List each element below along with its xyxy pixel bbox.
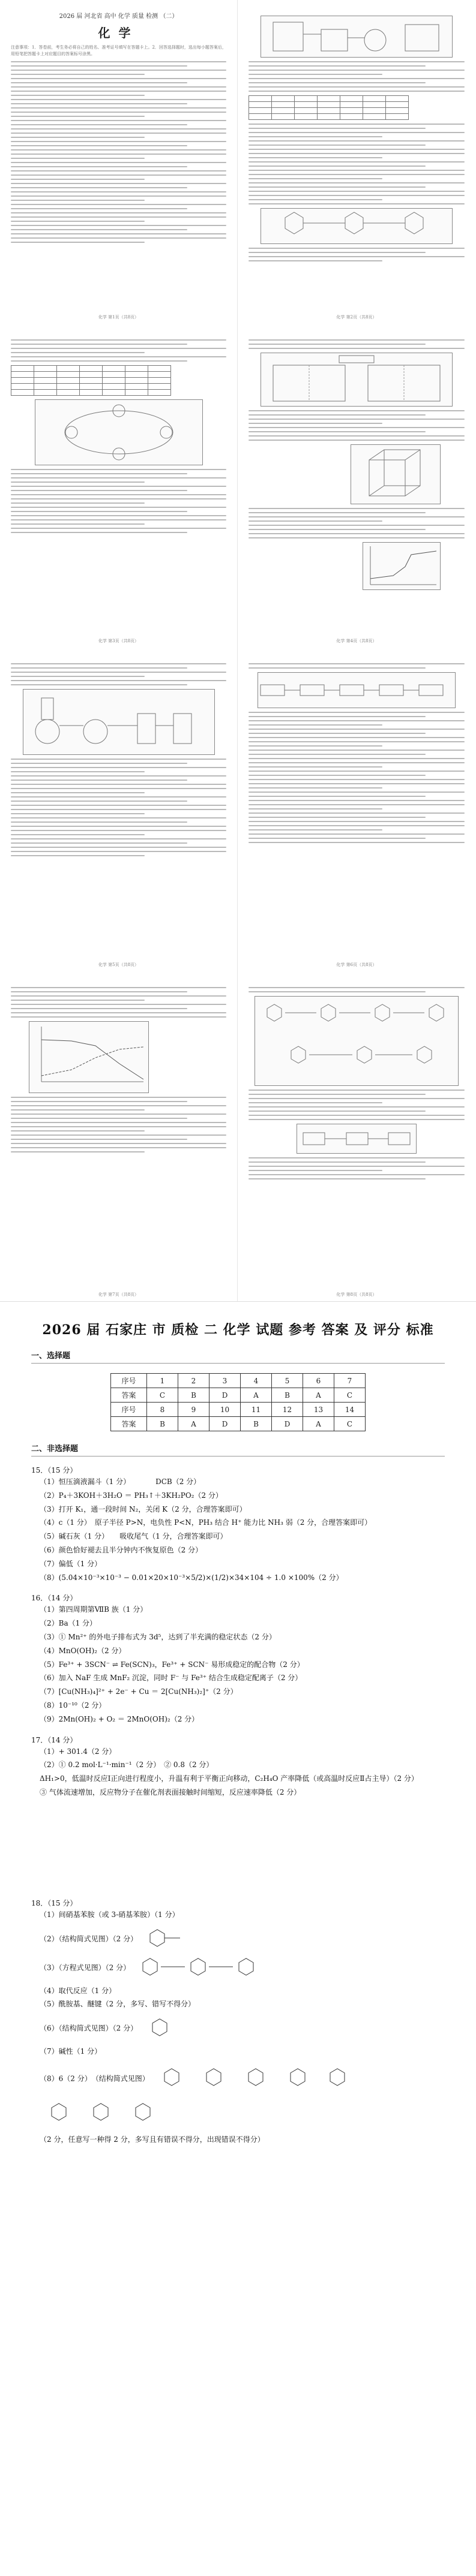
exam-header: 2026 届 河北省 高中 化学 质量 检测 （二）	[59, 13, 178, 20]
answer-line: ③ 气体流速增加，反应物分子在催化剂表面接触时间缩短，反应速率降低（2 分）	[40, 1787, 301, 1796]
answer-line: （4）取代反应（1 分）	[40, 1986, 116, 1995]
structure-row: （8）6（2 分） （结构简式见图）	[40, 2063, 445, 2093]
answer-line: （2）① 0.2 mol·L⁻¹·min⁻¹（2 分） ② 0.8（2 分）	[40, 1761, 214, 1770]
answer-line: （9）2Mn(OH)₂ + O₂ ＝ 2MnO(OH)₂（2 分）	[40, 1714, 199, 1723]
exam-page-4	[238, 324, 475, 648]
exam-page-6	[238, 648, 475, 971]
exam-spread-3	[0, 648, 476, 971]
answer-key-title: 2026 届 石家庄 市 质检 二 化学 试题 参考 答案 及 评分 标准	[42, 1322, 434, 1338]
table-row: 序号 1 2 3 4 5 6 7	[111, 1374, 366, 1388]
answer-line: （2）P₄＋3KOH＋3H₂O ＝ PH₃↑＋3KH₂PO₂（2 分）	[40, 1491, 223, 1500]
process-flow-figure	[258, 672, 456, 708]
exam-table	[11, 365, 171, 396]
answer-line: （3）打开 K₁，通一段时间 N₂，关闭 K（2 分，合理答案即可）	[40, 1504, 247, 1513]
titration-graph	[363, 542, 441, 590]
answer-line: （7）[Cu(NH₃)₄]²⁺ + 2e⁻ + Cu ＝ 2[Cu(NH₃)₂]⁺（2 分）	[40, 1687, 238, 1696]
answer-line: （5）碱石灰（1 分） 吸收尾气（1 分，合理答案即可）	[40, 1532, 227, 1541]
mc-answer-table	[110, 1373, 366, 1431]
exam-text-block	[11, 61, 226, 243]
isomer-structures-icon	[43, 2098, 163, 2128]
answer-line: （2 分，任意写一种得 2 分，多写且有错误不得分，出现错误不得分）	[40, 2135, 265, 2144]
answer-line: （5）酰胺基、醚键（2 分，多写、错写不得分）	[40, 2000, 196, 2009]
exam-title: 化学	[98, 26, 139, 40]
page-footer: 化学 第6页（共8页）	[336, 962, 377, 967]
page-footer: 化学 第4页（共8页）	[336, 639, 377, 643]
exam-table	[249, 95, 409, 120]
reaction-box-figure	[297, 1124, 417, 1154]
q16-heading: 16．（14 分）	[31, 1594, 77, 1603]
exam-instructions: 注意事项：1．答卷前，考生务必将自己的姓名、准考证号填写在答题卡上。2．回答选择题时，选出每小题答案后，用铅笔把答题卡上对应题目的答案标号涂黑。	[11, 45, 226, 56]
structure-figure	[261, 208, 453, 244]
table-row: 答案 C B D A B A C	[111, 1388, 366, 1403]
answer-line: （1）+ 301.4（2 分）	[40, 1747, 116, 1756]
structure-row	[40, 2098, 445, 2128]
answer-line: （2）Ba（1 分）	[40, 1619, 97, 1628]
answer-line: （7）碱性（1 分）	[40, 2047, 102, 2056]
answer-line: （7）偏低（1 分）	[40, 1559, 102, 1568]
answer-line: （8）10⁻¹⁰（2 分）	[40, 1701, 106, 1710]
answer-line: ΔH₁>0，低温时反应Ⅰ正向进行程度小，升温有利于平衡正向移动，C₂H₄O 产率降低（或高温时反应Ⅱ占主导）（2 分）	[40, 1774, 418, 1783]
exam-page-1	[0, 0, 238, 324]
structure-row: （2）（结构简式见图）（2 分）	[40, 1927, 445, 1951]
exam-page-2	[238, 0, 475, 324]
structure-row: （6）（结构简式见图）（2 分）	[40, 2016, 445, 2040]
exam-spread-4	[0, 971, 476, 1301]
answer-line: （8）(5.04×10⁻³×10⁻³ − 0.01×20×10⁻³×5/2)×(1/2)×34×104 ÷ 1.0 ×100%（2 分）	[40, 1573, 343, 1582]
page-footer: 化学 第2页（共8页）	[336, 315, 377, 320]
isomer-structures-icon	[156, 2063, 348, 2093]
crystal-cell-figure	[351, 444, 441, 504]
apparatus-figure	[261, 16, 453, 58]
exam-page-7	[0, 971, 238, 1301]
answer-line: （5）Fe³⁺ + 3SCN⁻ ⇌ Fe(SCN)₃，Fe³⁺ + SCN⁻ 易形成稳定的配合物（2 分）	[40, 1660, 304, 1669]
table-row: 答案 B A D B D A C	[111, 1417, 366, 1431]
reaction-equation-icon	[137, 1955, 281, 1979]
answer-line: （4）MnO(OH)₂（2 分）	[40, 1646, 126, 1655]
section-choice-title: 一、选择题	[31, 1352, 71, 1361]
q18-heading: 18．（15 分）	[31, 1898, 77, 1907]
exam-page-5	[0, 648, 238, 971]
cycle-diagram	[35, 399, 203, 465]
table-row: 序号 8 9 10 11 12 13 14	[111, 1403, 366, 1417]
page-footer: 化学 第1页（共8页）	[98, 315, 139, 320]
electrolysis-figure	[261, 353, 453, 407]
section-free-response-title: 二、非选择题	[31, 1445, 79, 1453]
page-footer: 化学 第8页（共8页）	[336, 1292, 377, 1297]
answer-line: （1）恒压滴液漏斗（1 分） DCB（2 分）	[40, 1477, 201, 1486]
answer-line: （6）颜色恰好褪去且半分钟内不恢复原色（2 分）	[40, 1545, 203, 1554]
q15-heading: 15．（15 分）	[31, 1466, 77, 1474]
answer-line: （6）加入 NaF 生成 MnF₂ 沉淀，同时 F⁻ 与 Fe³⁺ 结合生成稳定配离子（2 分）	[40, 1674, 303, 1683]
kinetics-graph	[29, 1021, 149, 1093]
exam-spread-1	[0, 0, 476, 324]
page-footer: 化学 第7页（共8页）	[98, 1292, 139, 1297]
exam-page-8	[238, 971, 475, 1301]
answer-key	[0, 1301, 476, 2576]
answer-line: （1）间硝基苯胺（或 3-硝基苯胺）（1 分）	[40, 1910, 179, 1919]
benzene-structure-icon	[144, 1927, 186, 1951]
answer-line: （3）① Mn²⁺ 的外电子排布式为 3d⁵，达到了半充满的稳定状态（2 分）	[40, 1632, 276, 1641]
exam-spread-2	[0, 324, 476, 648]
exam-page-3	[0, 324, 238, 648]
lab-apparatus-figure	[23, 689, 215, 755]
structure-row: （3）（方程式见图）（2 分）	[40, 1955, 445, 1979]
page-footer: 化学 第5页（共8页）	[98, 962, 139, 967]
answer-line: （4）c（1 分） 原子半径 P>N，电负性 P<N，PH₃ 结合 H⁺ 能力比 NH₃ 弱（2 分，合理答案即可）	[40, 1518, 372, 1527]
synthesis-route-figure	[255, 996, 459, 1086]
page-footer: 化学 第3页（共8页）	[98, 639, 139, 643]
q17-heading: 17．（14 分）	[31, 1735, 77, 1744]
answer-line: （1）第四周期第ⅦB 族（1 分）	[40, 1605, 148, 1614]
benzene-structure-icon	[144, 2016, 180, 2040]
